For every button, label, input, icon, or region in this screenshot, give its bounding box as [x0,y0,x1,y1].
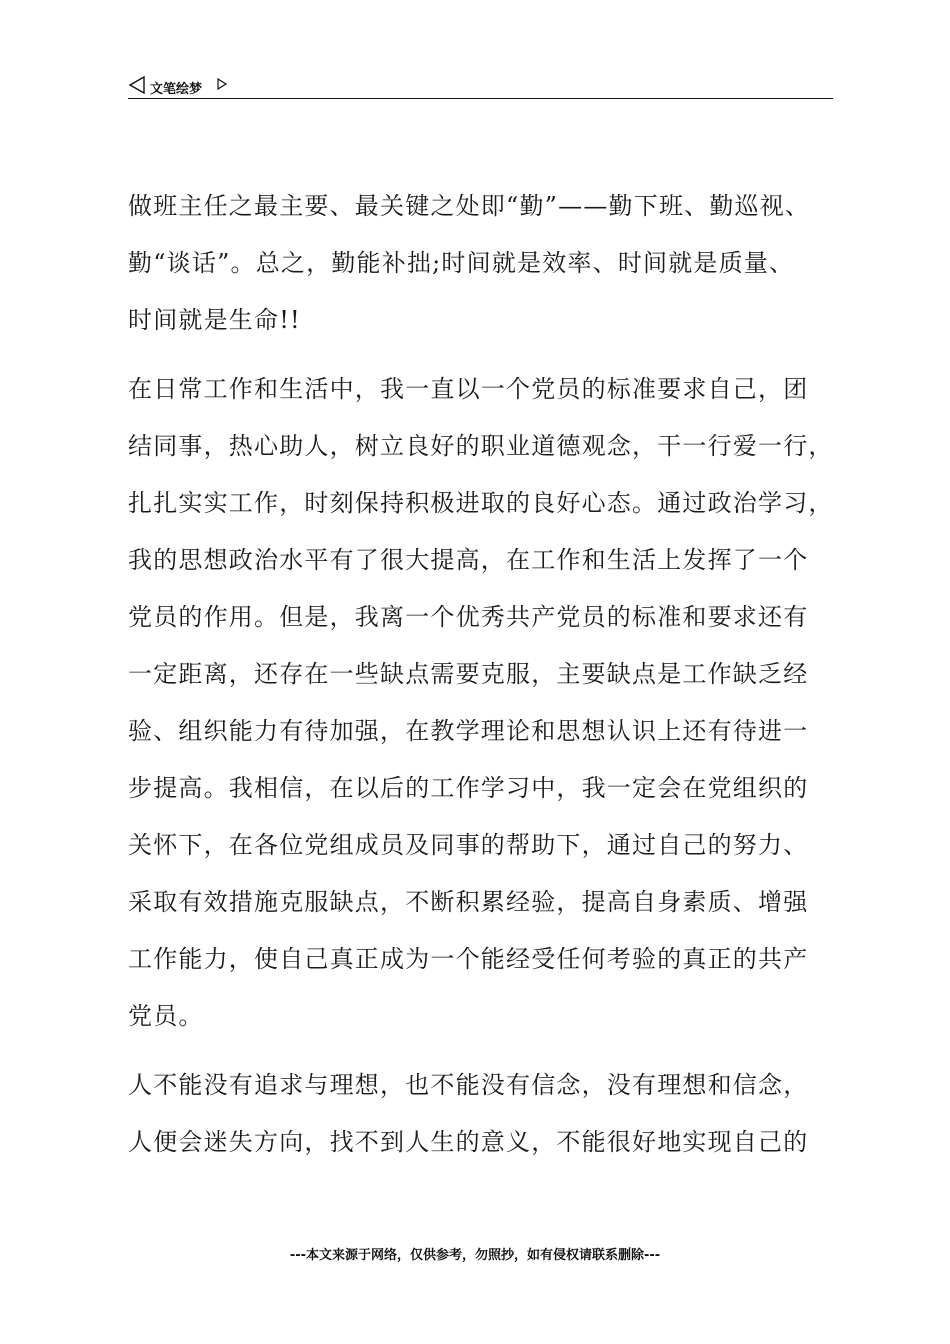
paragraph-1 [128,178,840,349]
text-line: 在日常工作和生活中，我一直以一个党员的标准要求自己，团 [128,375,809,403]
text-line: 扎扎实实工作，时刻保持积极进取的良好心态。通过政治学习， [128,489,834,517]
text-line: 人不能没有追求与理想，也不能没有信念，没有理想和信念， [128,1071,809,1099]
text-line: 时间就是生命!! [128,306,301,334]
text-line: 党员。 [128,1002,204,1030]
triangle-right-icon [216,78,228,90]
text-line: 人便会迷失方向，找不到人生的意义，不能很好地实现自己的 [128,1128,809,1156]
paragraph-2 [128,361,840,1045]
text-line: 步提高。我相信，在以后的工作学习中，我一定会在党组织的 [128,774,809,802]
header-title: 文笔绘梦 [150,82,203,97]
text-line: 关怀下，在各位党组成员及同事的帮助下，通过自己的努力、 [128,831,809,859]
text-line: 验、组织能力有待加强，在教学理论和思想认识上还有待进一 [128,717,809,745]
text-line: 勤“谈话”。总之，勤能补拙;时间就是效率、时间就是质量、 [128,249,795,277]
header-divider [128,98,833,99]
document-body [128,178,840,1183]
text-line: 一定距离，还存在一些缺点需要克服，主要缺点是工作缺乏经 [128,660,809,688]
text-line: 采取有效措施克服缺点，不断积累经验，提高自身素质、增强 [128,888,809,916]
text-line: 我的思想政治水平有了很大提高，在工作和生活上发挥了一个 [128,546,809,574]
text-line: 党员的作用。但是，我离一个优秀共产党员的标准和要求还有 [128,603,809,631]
paragraph-3 [128,1057,840,1171]
triangle-left-icon [128,76,146,94]
text-line: 工作能力，使自己真正成为一个能经受任何考验的真正的共产 [128,945,809,973]
page-header [128,76,833,98]
text-line: 做班主任之最主要、最关键之处即“勤”——勤下班、勤巡视、 [128,192,811,220]
text-line: 结同事，热心助人，树立良好的职业道德观念，干一行爱一行， [128,432,834,460]
page-footer: ---本文来源于网络，仅供参考，勿照抄，如有侵权请联系删除--- [289,1248,661,1263]
